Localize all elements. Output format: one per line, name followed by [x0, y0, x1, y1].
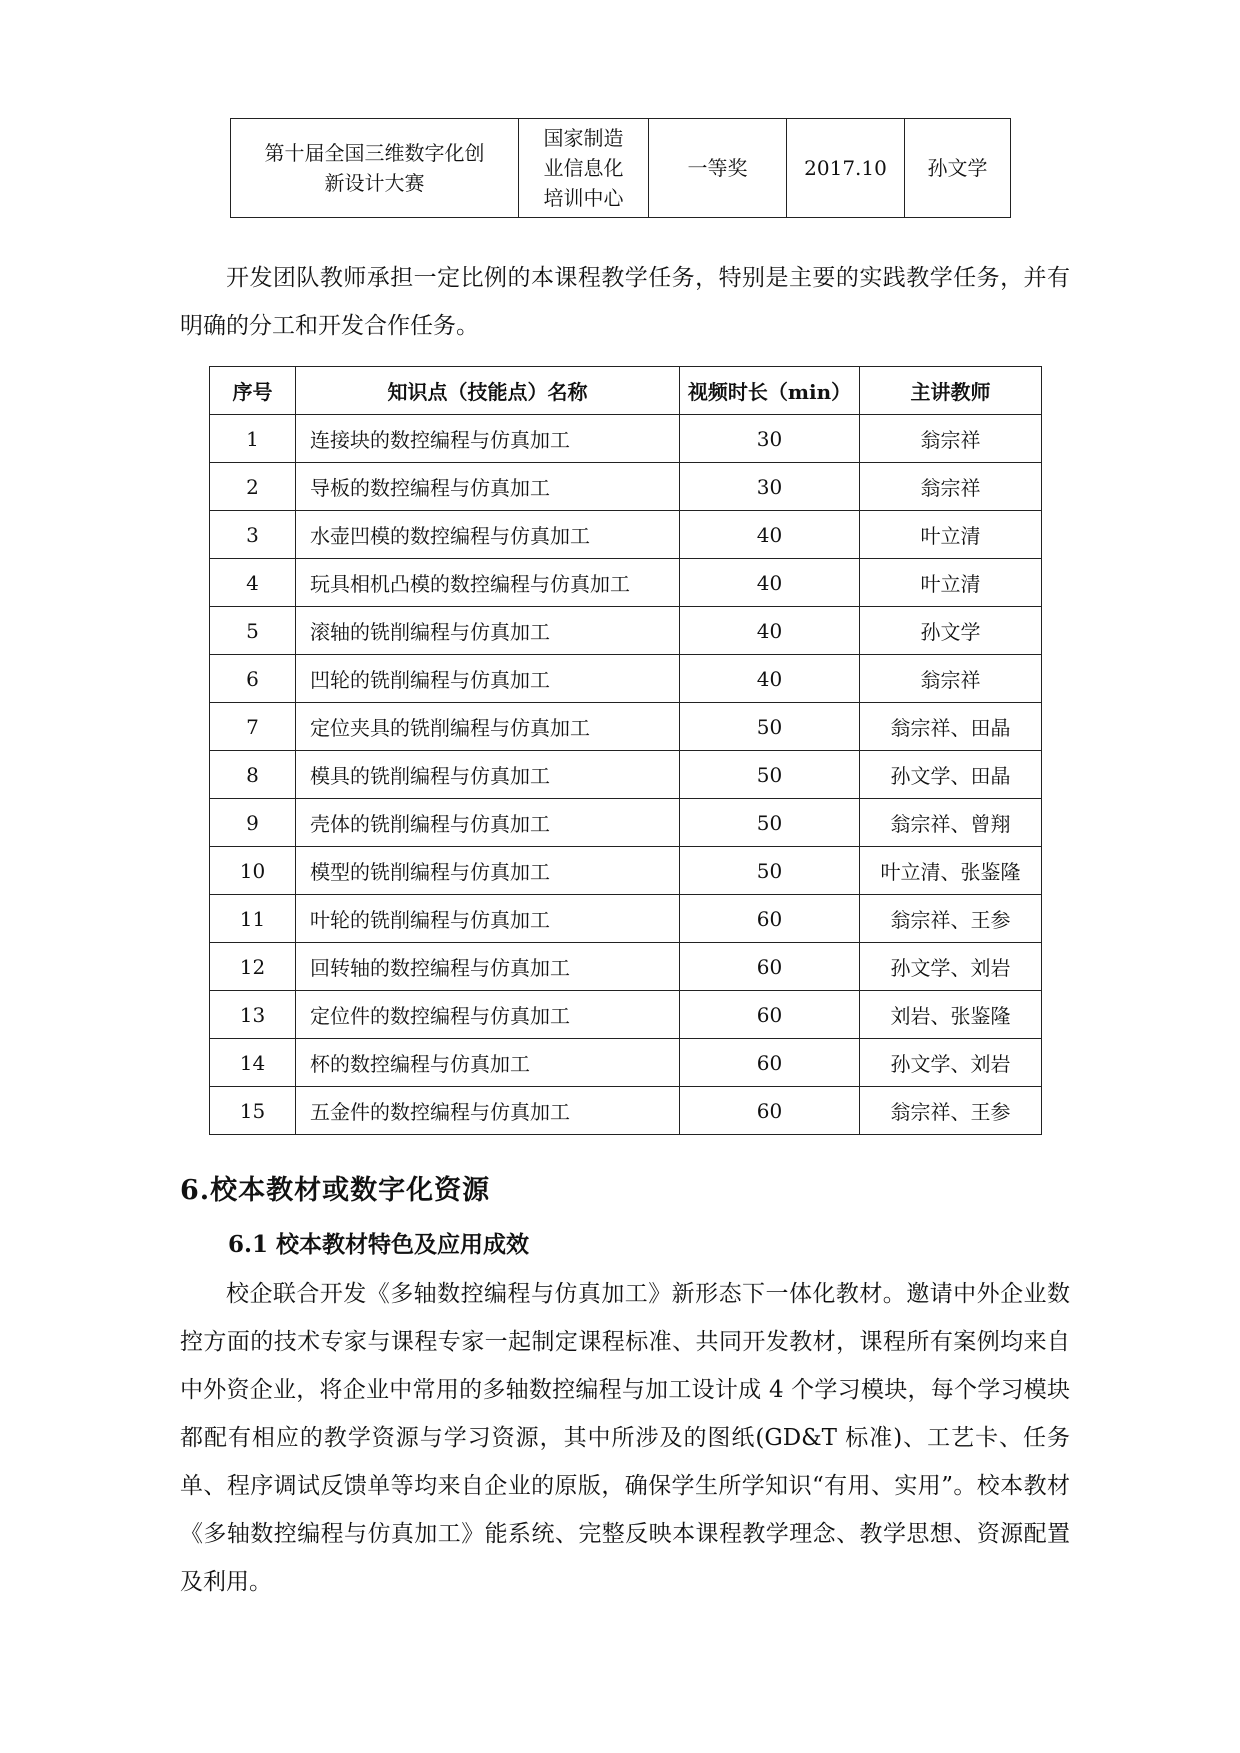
row-teacher-cell: 叶立清 [860, 559, 1042, 607]
award-table [230, 118, 1011, 218]
row-topic-cell: 水壶凹模的数控编程与仿真加工 [296, 511, 680, 559]
table-row [210, 415, 1042, 463]
table-row [210, 799, 1042, 847]
row-topic-cell: 回转轴的数控编程与仿真加工 [296, 943, 680, 991]
competition-cell [231, 119, 519, 218]
row-number-cell: 3 [210, 511, 296, 559]
video-table-body [210, 415, 1042, 1135]
table-row [210, 463, 1042, 511]
row-teacher-cell: 翁宗祥 [860, 655, 1042, 703]
row-duration-cell: 60 [680, 991, 860, 1039]
table-row [210, 559, 1042, 607]
award-date-cell: 2017.10 [787, 119, 905, 218]
row-teacher-cell: 翁宗祥、王参 [860, 895, 1042, 943]
header-duration: 视频时长（min） [680, 367, 860, 415]
row-teacher-cell: 翁宗祥 [860, 463, 1042, 511]
row-number-cell: 11 [210, 895, 296, 943]
row-number-cell: 7 [210, 703, 296, 751]
table-row [210, 943, 1042, 991]
table-row [210, 607, 1042, 655]
row-duration-cell: 40 [680, 559, 860, 607]
row-topic-cell: 壳体的铣削编程与仿真加工 [296, 799, 680, 847]
award-level-cell: 一等奖 [649, 119, 787, 218]
row-teacher-cell: 孙文学、田晶 [860, 751, 1042, 799]
row-number-cell: 10 [210, 847, 296, 895]
organizer-cell [519, 119, 649, 218]
row-teacher-cell: 孙文学、刘岩 [860, 943, 1042, 991]
row-duration-cell: 60 [680, 895, 860, 943]
organizer-line-3: 培训中心 [543, 186, 624, 210]
row-number-cell: 13 [210, 991, 296, 1039]
row-topic-cell: 定位件的数控编程与仿真加工 [296, 991, 680, 1039]
row-topic-cell: 模型的铣削编程与仿真加工 [296, 847, 680, 895]
row-topic-cell: 杯的数控编程与仿真加工 [296, 1039, 680, 1087]
row-teacher-cell: 孙文学 [860, 607, 1042, 655]
table-row [210, 511, 1042, 559]
row-topic-cell: 五金件的数控编程与仿真加工 [296, 1087, 680, 1135]
row-teacher-cell: 翁宗祥、曾翔 [860, 799, 1042, 847]
row-teacher-cell: 翁宗祥 [860, 415, 1042, 463]
row-teacher-cell: 叶立清、张鉴隆 [860, 847, 1042, 895]
award-person-cell: 孙文学 [905, 119, 1011, 218]
organizer-line-1: 国家制造 [543, 126, 624, 150]
table-row [210, 1039, 1042, 1087]
table-row [210, 655, 1042, 703]
header-topic: 知识点（技能点）名称 [296, 367, 680, 415]
row-teacher-cell: 孙文学、刘岩 [860, 1039, 1042, 1087]
row-duration-cell: 50 [680, 799, 860, 847]
row-number-cell: 1 [210, 415, 296, 463]
competition-line-2: 新设计大赛 [324, 171, 425, 195]
row-duration-cell: 30 [680, 415, 860, 463]
table-row [210, 751, 1042, 799]
organizer-line-2: 业信息化 [543, 156, 624, 180]
row-duration-cell: 40 [680, 655, 860, 703]
video-table [209, 366, 1042, 1135]
video-table-header-row [210, 367, 1042, 415]
row-number-cell: 6 [210, 655, 296, 703]
row-topic-cell: 玩具相机凸模的数控编程与仿真加工 [296, 559, 680, 607]
row-number-cell: 12 [210, 943, 296, 991]
row-duration-cell: 40 [680, 511, 860, 559]
row-duration-cell: 60 [680, 943, 860, 991]
row-number-cell: 15 [210, 1087, 296, 1135]
subsection-heading: 6.1 校本教材特色及应用成效 [228, 1231, 530, 1258]
row-duration-cell: 60 [680, 1039, 860, 1087]
row-duration-cell: 50 [680, 703, 860, 751]
row-topic-cell: 定位夹具的铣削编程与仿真加工 [296, 703, 680, 751]
row-duration-cell: 50 [680, 847, 860, 895]
row-topic-cell: 滚轴的铣削编程与仿真加工 [296, 607, 680, 655]
row-topic-cell: 导板的数控编程与仿真加工 [296, 463, 680, 511]
table-row [210, 703, 1042, 751]
section-heading: 6.校本教材或数字化资源 [180, 1175, 491, 1206]
row-duration-cell: 30 [680, 463, 860, 511]
table-row [210, 1087, 1042, 1135]
table-row [210, 847, 1042, 895]
intro-paragraph: 开发团队教师承担一定比例的本课程教学任务，特别是主要的实践教学任务，并有明确的分工和开发合作任务。 [180, 265, 1070, 339]
header-teacher: 主讲教师 [860, 367, 1042, 415]
row-number-cell: 9 [210, 799, 296, 847]
body-paragraph: 校企联合开发《多轴数控编程与仿真加工》新形态下一体化教材。邀请中外企业数控方面的技术专家与课程专家一起制定课程标准、共同开发教材，课程所有案例均来自中外资企业，将企业中常用的多轴数控编程与加工设计成 4 个学习模块，每个学习模块都配有相应的教学资源与学习资源，其中所涉及的图纸(GD&T 标准)、工艺卡、任务单、程序调试反馈单等均来自企业的原版，确保学生所学知识“有用、实用”。校本教材《多轴数控编程与仿真加工》能系统、完整反映本课程教学理念、教学思想、资源配置及利用。 [180, 1281, 1070, 1595]
row-teacher-cell: 刘岩、张鉴隆 [860, 991, 1042, 1039]
row-topic-cell: 叶轮的铣削编程与仿真加工 [296, 895, 680, 943]
competition-line-1: 第十届全国三维数字化创 [264, 141, 485, 165]
award-row [231, 119, 1011, 218]
row-number-cell: 8 [210, 751, 296, 799]
row-number-cell: 2 [210, 463, 296, 511]
row-duration-cell: 60 [680, 1087, 860, 1135]
row-duration-cell: 40 [680, 607, 860, 655]
row-teacher-cell: 叶立清 [860, 511, 1042, 559]
header-number: 序号 [210, 367, 296, 415]
row-teacher-cell: 翁宗祥、王参 [860, 1087, 1042, 1135]
table-row [210, 991, 1042, 1039]
row-topic-cell: 模具的铣削编程与仿真加工 [296, 751, 680, 799]
row-number-cell: 5 [210, 607, 296, 655]
row-topic-cell: 凹轮的铣削编程与仿真加工 [296, 655, 680, 703]
row-number-cell: 4 [210, 559, 296, 607]
row-teacher-cell: 翁宗祥、田晶 [860, 703, 1042, 751]
table-row [210, 895, 1042, 943]
row-topic-cell: 连接块的数控编程与仿真加工 [296, 415, 680, 463]
row-duration-cell: 50 [680, 751, 860, 799]
row-number-cell: 14 [210, 1039, 296, 1087]
